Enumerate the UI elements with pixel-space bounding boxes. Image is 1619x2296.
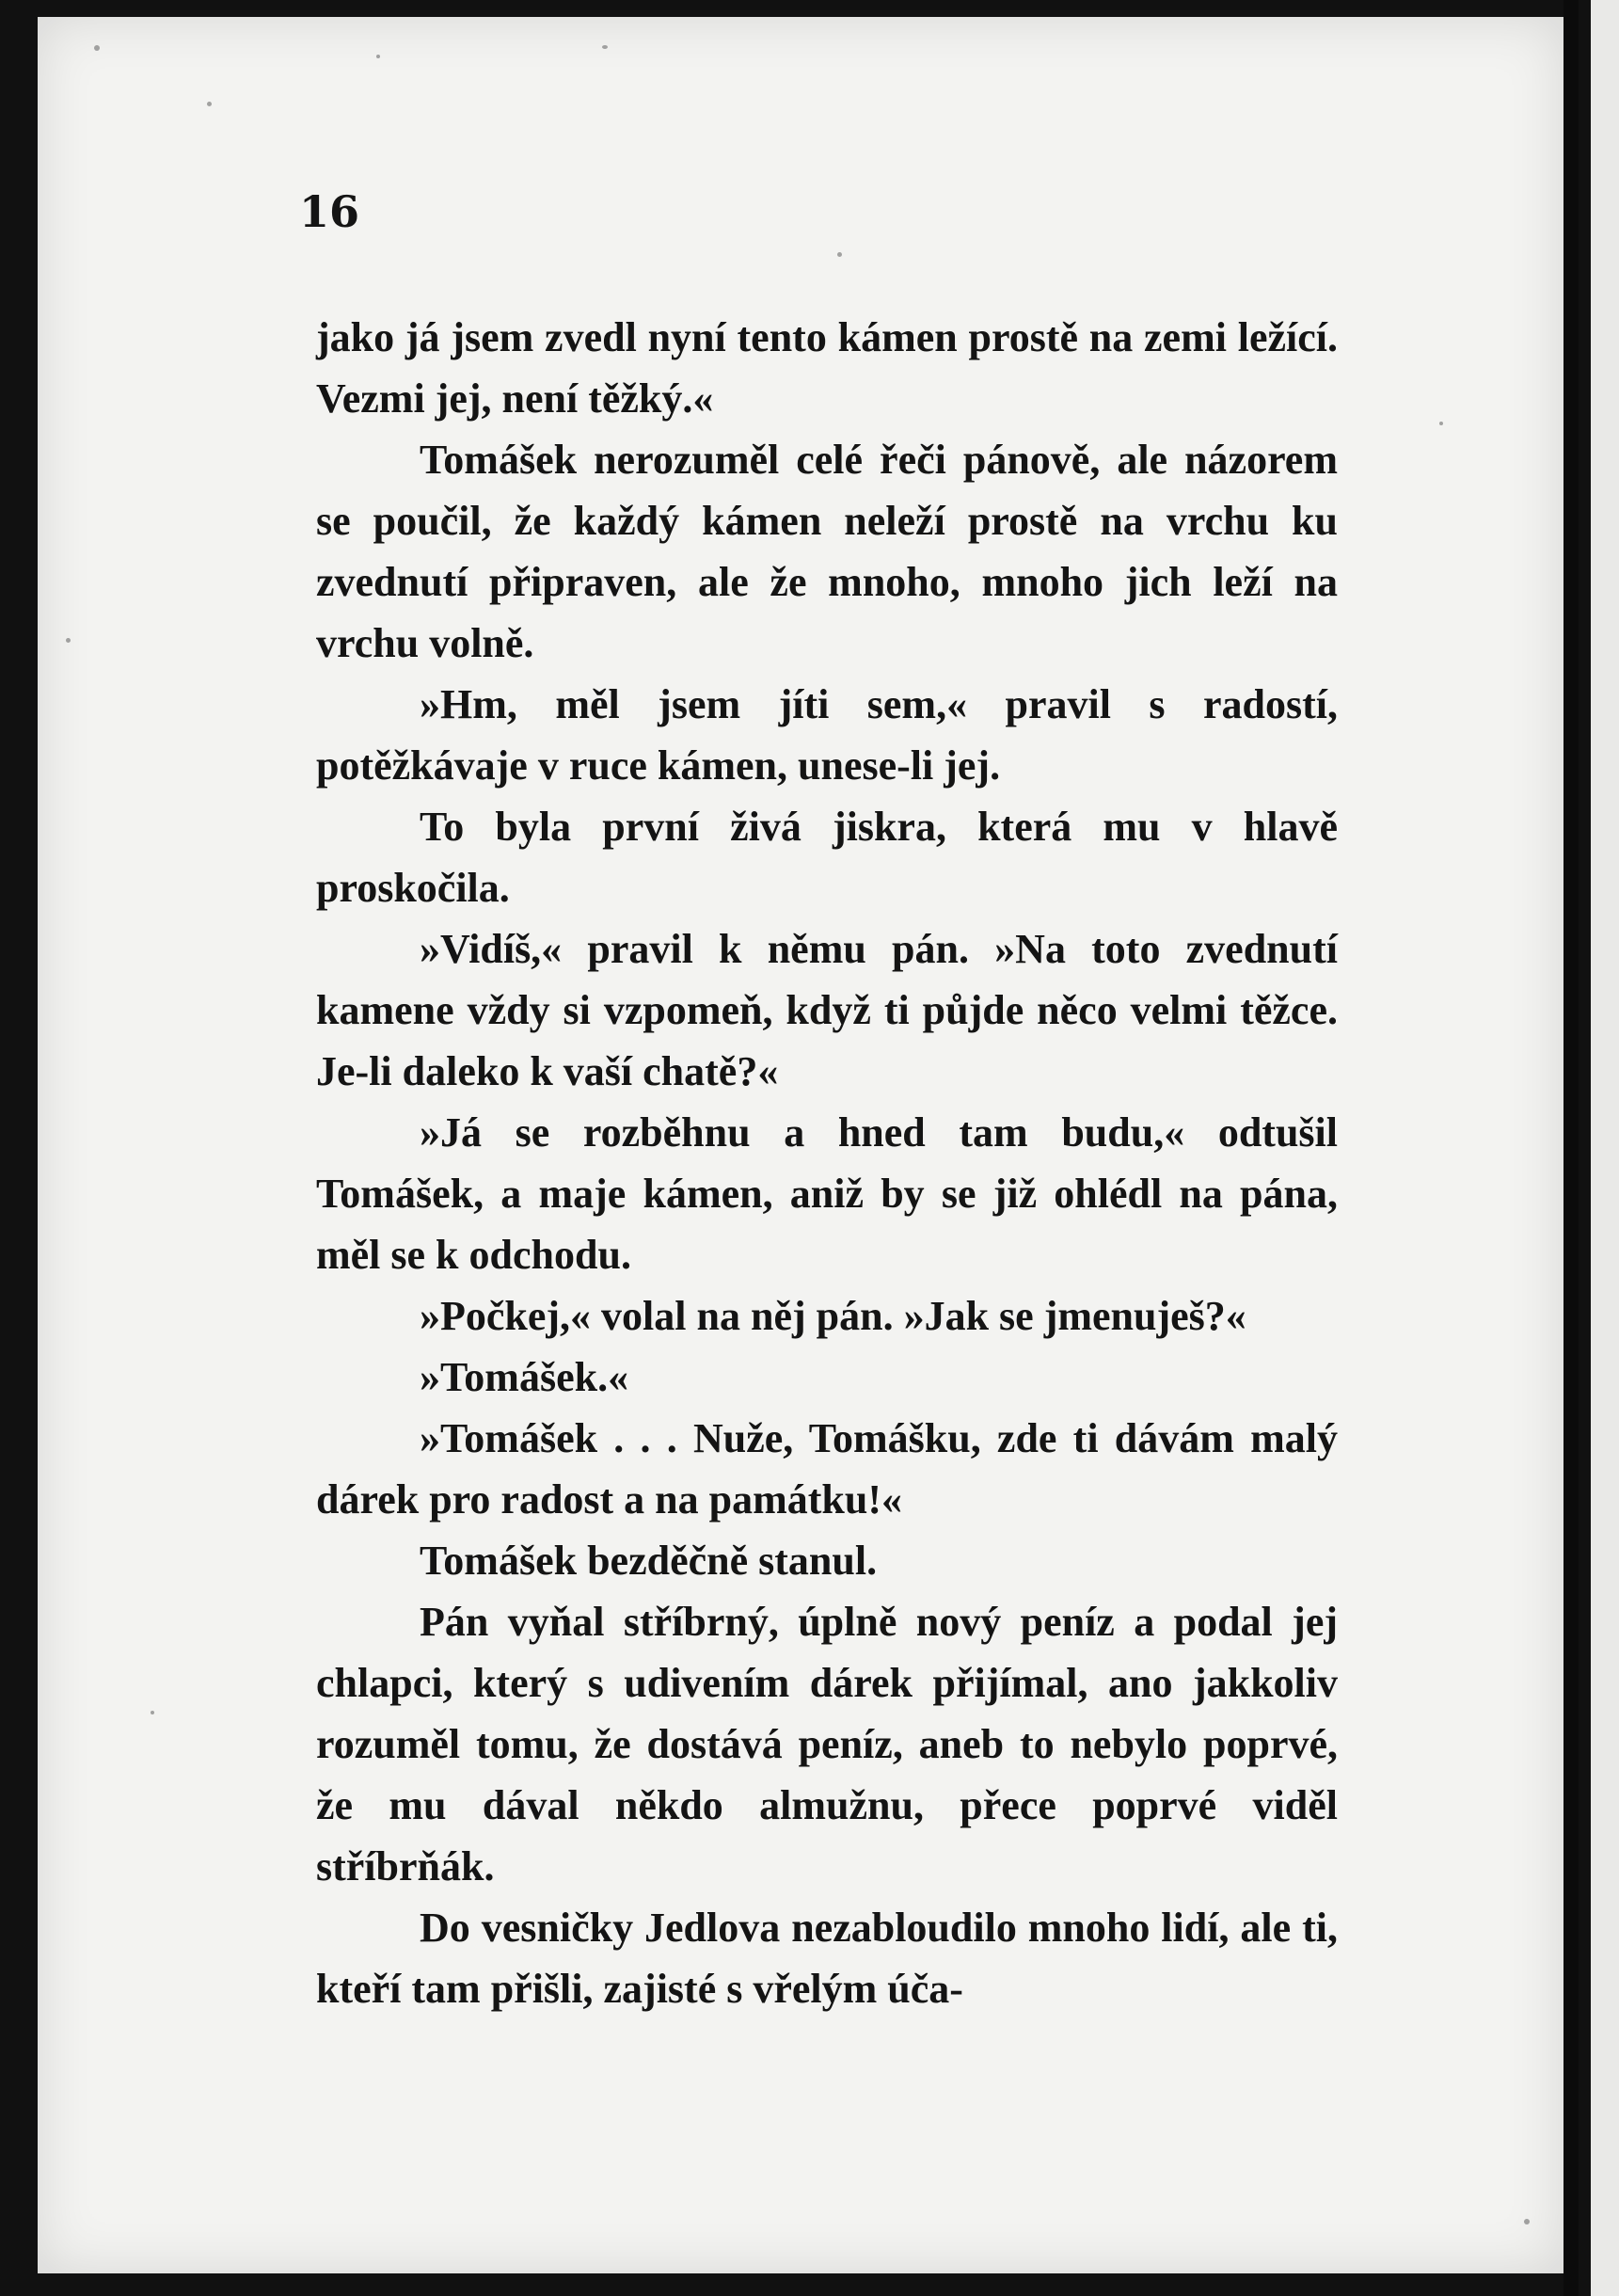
scan-speck xyxy=(376,55,380,58)
paragraph-6: »Já se rozběhnu a hned tam budu,« odtušil Tomášek, a maje kámen, aniž by se již ohlédl na pána, měl se k odchodu. xyxy=(316,1109,1338,1278)
paragraph-12: Do vesničky Jedlova nezabloudilo mnoho lidí, ale ti, kteří tam přišli, zajisté s vřelým úča- xyxy=(316,1905,1338,2012)
scan-speck xyxy=(151,1711,154,1714)
paragraph-9: »Tomášek . . . Nuže, Tomášku, zde ti dávám malý dárek pro radost a na památku!« xyxy=(316,1415,1338,1523)
scan-speck xyxy=(94,45,100,51)
scan-speck xyxy=(1439,422,1443,425)
paragraph-10: Tomášek bezděčně stanul. xyxy=(420,1538,878,1584)
paragraph-3: »Hm, měl jsem jíti sem,« pravil s radostí, potěžkávaje v ruce kámen, unese-li jej. xyxy=(316,681,1338,789)
paragraph-11: Pán vyňal stříbrný, úplně nový peníz a podal jej chlapci, který s udivením dárek přijímal, ano jakkoliv rozuměl tomu, že dostává peníz, aneb to nebylo poprvé, že mu dával někdo almužnu, přece poprvé viděl stříbrňák. xyxy=(316,1599,1338,1889)
paragraph-1: jako já jsem zvedl nyní tento kámen prostě na zemi ležící. Vezmi jej, není těžký.« xyxy=(316,314,1338,422)
page-number: 16 xyxy=(299,186,360,237)
scan-speck xyxy=(602,45,608,49)
scan-speck xyxy=(66,638,71,643)
paragraph-7: »Počkej,« volal na něj pán. »Jak se jmenuješ?« xyxy=(420,1293,1246,1339)
paragraph-8: »Tomášek.« xyxy=(420,1354,629,1400)
scan-speck xyxy=(207,102,212,106)
scan-speck xyxy=(1524,2219,1530,2224)
paragraph-4: To byla první živá jiskra, která mu v hlavě proskočila. xyxy=(316,804,1338,911)
scan-speck xyxy=(837,252,842,257)
page-edge-shadow xyxy=(1563,0,1579,2296)
paragraph-5: »Vidíš,« pravil k němu pán. »Na toto zvednutí kamene vždy si vzpomeň, když ti půjde něco velmi těžce. Je-li daleko k vaší chatě?« xyxy=(316,926,1338,1094)
paragraph-2: Tomášek nerozuměl celé řeči pánově, ale názorem se poučil, že každý kámen neleží prostě na vrchu ku zvednutí připraven, ale že mnoho, mnoho jich leží na vrchu volně. xyxy=(316,437,1338,666)
adjacent-page-strip xyxy=(1591,0,1619,2296)
body-text xyxy=(316,307,1338,2019)
